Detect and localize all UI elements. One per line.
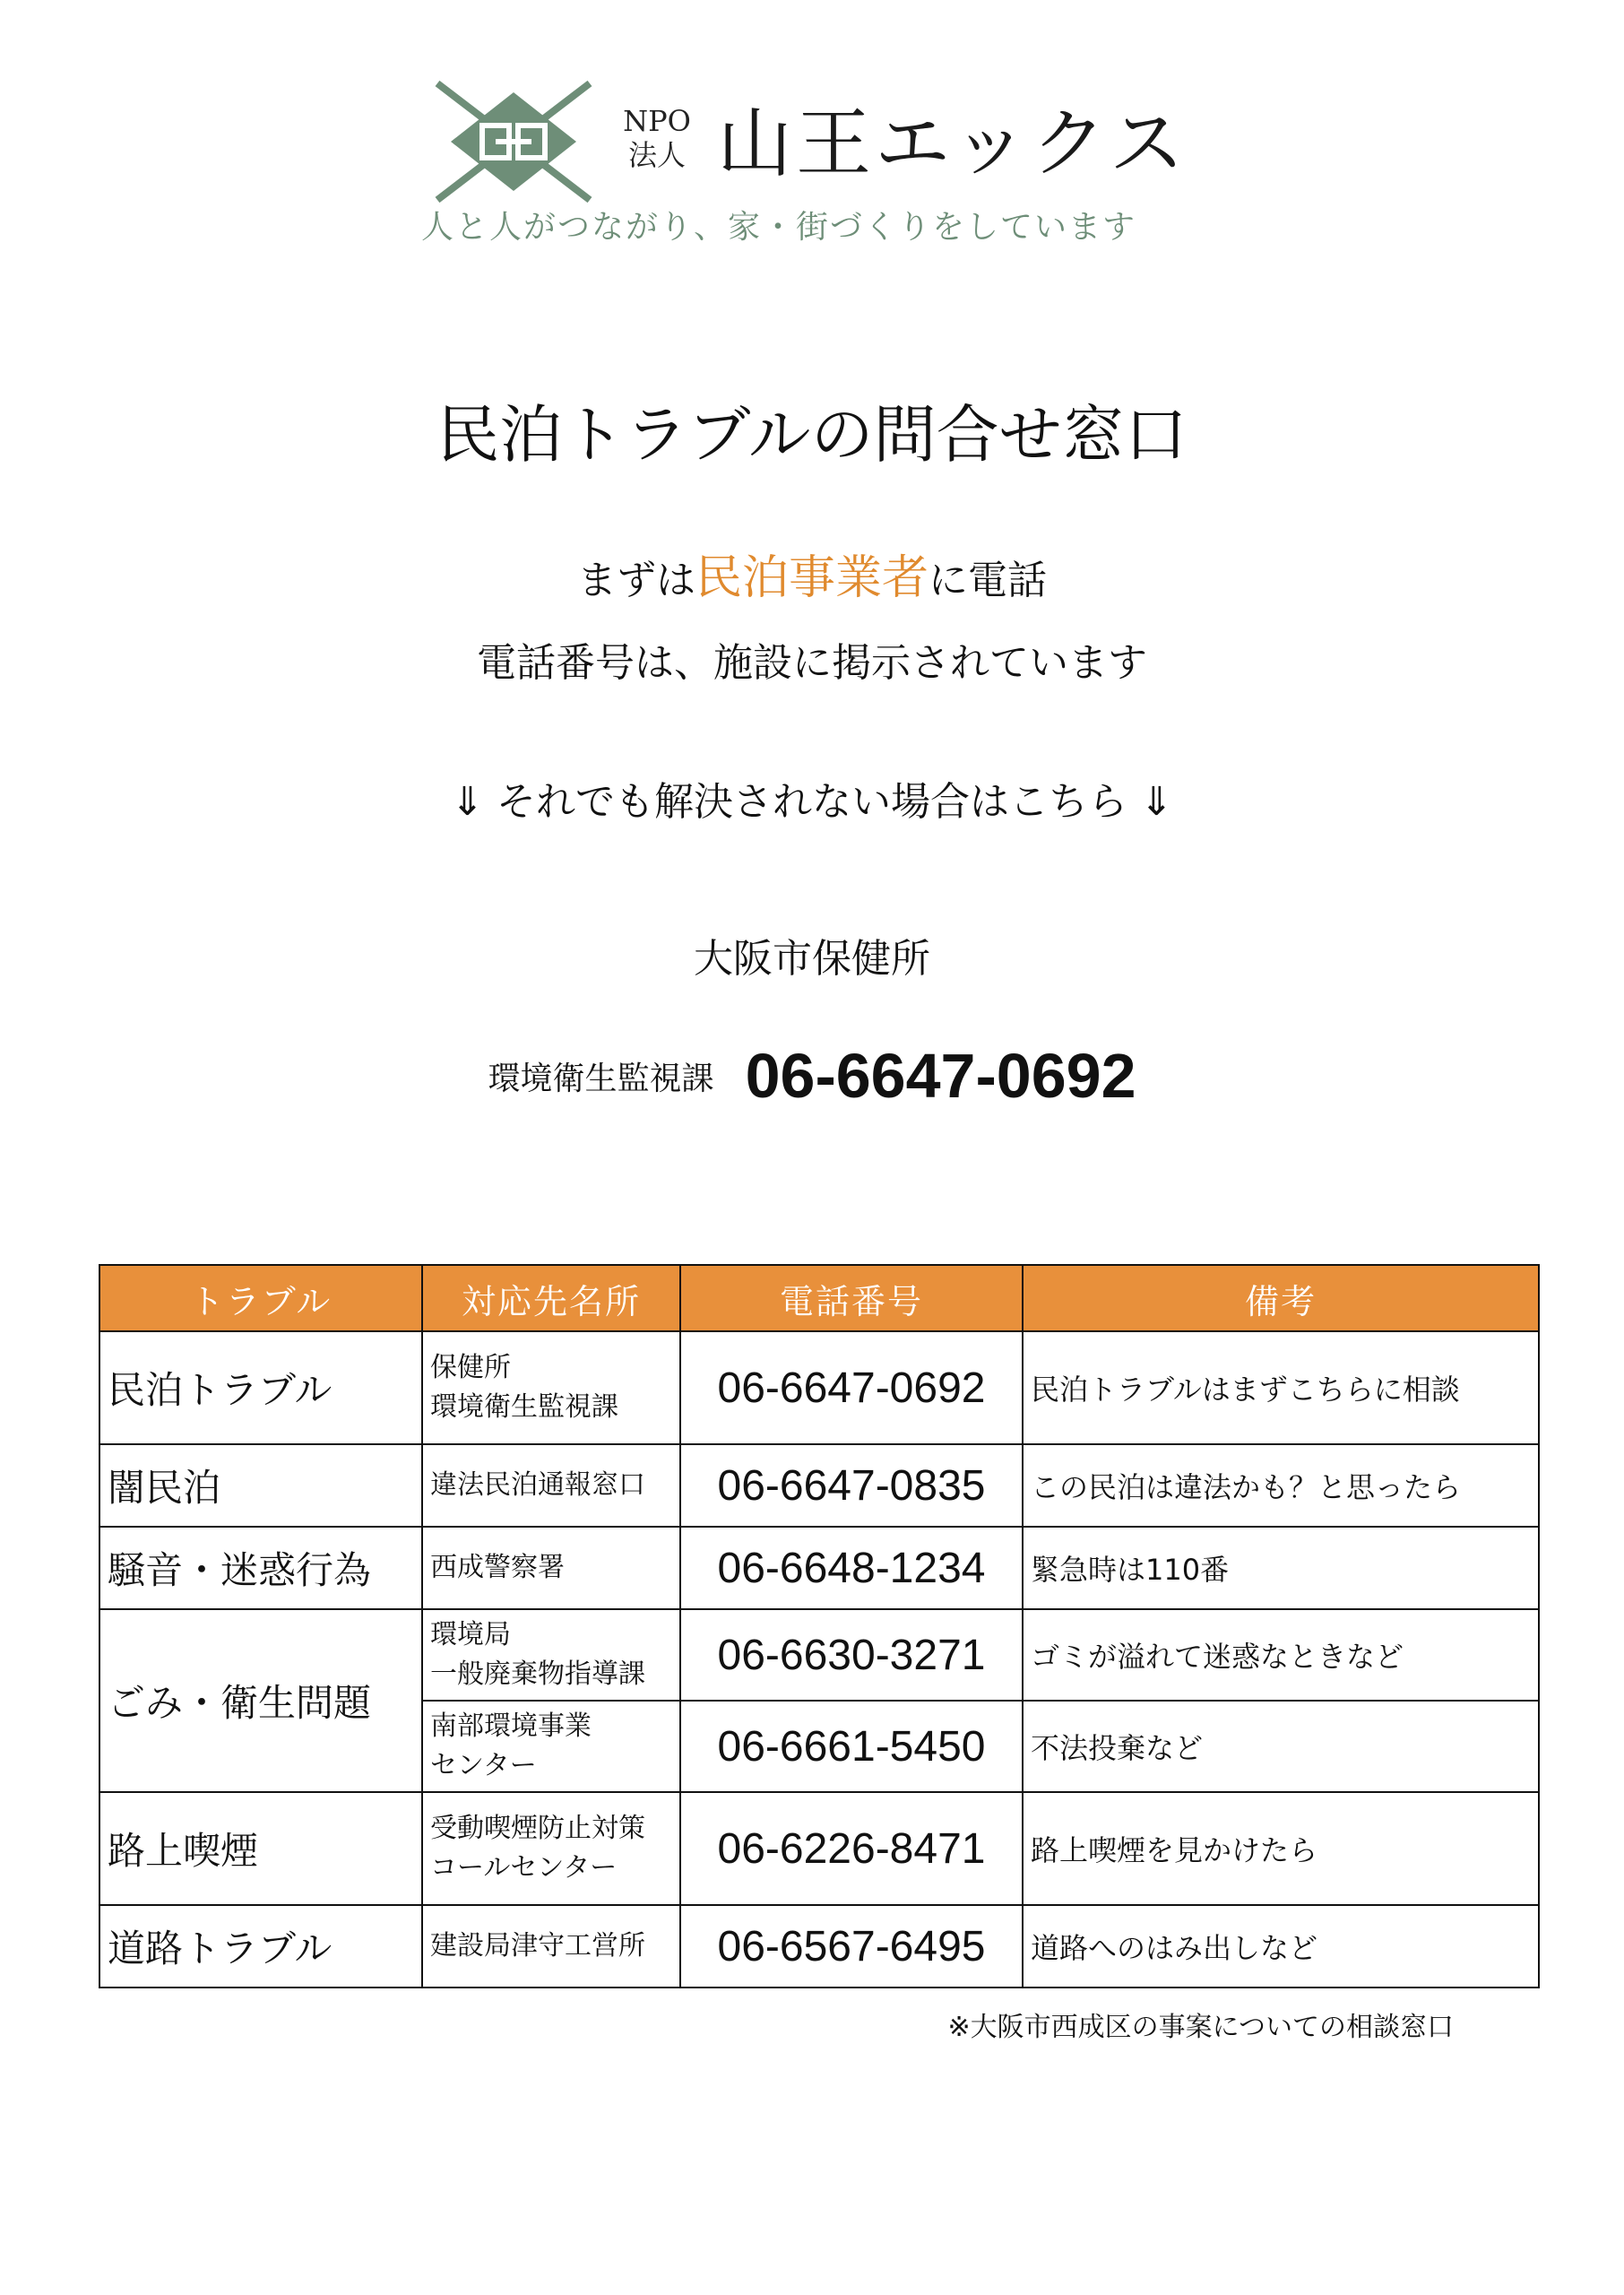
note-cell: 民泊トラブルはまずこちらに相談: [1023, 1331, 1539, 1444]
trouble-cell: 騒音・迷惑行為: [99, 1527, 422, 1609]
note-cell: 路上喫煙を見かけたら: [1023, 1792, 1539, 1905]
primary-phone: 06-6647-0692: [745, 1041, 1136, 1111]
sanno-x-logo-icon: [428, 79, 599, 204]
org-line: 南部環境事業: [430, 1710, 592, 1742]
org-line: コールセンター: [430, 1852, 618, 1884]
org-line: 環境局: [430, 1619, 511, 1650]
note-cell: 緊急時は110番: [1023, 1527, 1539, 1609]
trouble-cell: 道路トラブル: [99, 1905, 422, 1988]
phone-cell: 06-6226-8471: [680, 1792, 1023, 1905]
header-trouble: トラブル: [99, 1265, 422, 1331]
header-note: 備考: [1023, 1265, 1539, 1331]
org-cell: 建設局津守工営所: [422, 1905, 680, 1988]
trouble-cell: 民泊トラブル: [99, 1331, 422, 1444]
trouble-cell: 闇民泊: [99, 1444, 422, 1527]
note-cell: 道路へのはみ出しなど: [1023, 1905, 1539, 1988]
note-cell: ゴミが溢れて迷惑なときなど: [1023, 1609, 1539, 1701]
org-cell: 違法民泊通報窓口: [422, 1444, 680, 1527]
intro-line-2: 電話番号は、施設に掲示されています: [477, 640, 1147, 686]
org-line: 一般廃棄物指導課: [430, 1658, 645, 1690]
phone-cell: 06-6647-0692: [680, 1331, 1023, 1444]
org-line: 環境衛生監視課: [430, 1391, 618, 1423]
org-name: 山王エックス: [717, 100, 1188, 187]
table-row: [99, 1331, 1539, 1444]
trouble-cell: ごみ・衛生問題: [99, 1609, 422, 1792]
table-row: [99, 1609, 1539, 1701]
org-line: 保健所: [430, 1352, 511, 1383]
org-tagline: 人と人がつながり、家・街づくりをしています: [421, 209, 1137, 246]
header-org: 対応先名所: [422, 1265, 680, 1331]
primary-phone-row: [0, 1040, 1624, 1112]
page-title: 民泊トラブルの問合せ窓口: [436, 398, 1188, 472]
phone-cell: 06-6630-3271: [680, 1609, 1023, 1701]
phone-cell: 06-6661-5450: [680, 1701, 1023, 1792]
intro-line-1: [0, 551, 1624, 608]
org-cell: [422, 1701, 680, 1792]
primary-dept: 環境衛生監視課: [488, 1060, 714, 1097]
npo-label: [617, 104, 697, 172]
org-cell: 西成警察署: [422, 1527, 680, 1609]
org-cell: [422, 1331, 680, 1444]
phone-cell: 06-6567-6495: [680, 1905, 1023, 1988]
table-row: [99, 1527, 1539, 1609]
note-cell: 不法投棄など: [1023, 1701, 1539, 1792]
intro-line-3: ⇓ それでも解決されない場合はこちら ⇓: [451, 779, 1173, 825]
trouble-cell: 路上喫煙: [99, 1792, 422, 1905]
footnote: ※大阪市西成区の事案についての相談窓口: [947, 2012, 1454, 2043]
phone-cell: 06-6647-0835: [680, 1444, 1023, 1527]
org-line: センター: [430, 1750, 537, 1781]
intro-highlight: 民泊事業者: [695, 551, 929, 605]
org-cell: [422, 1609, 680, 1701]
header-phone: 電話番号: [680, 1265, 1023, 1331]
org-line: 受動喫煙防止対策: [430, 1813, 645, 1844]
table-row: [99, 1444, 1539, 1527]
phone-cell: 06-6648-1234: [680, 1527, 1023, 1609]
org-cell: [422, 1792, 680, 1905]
intro-post: に電話: [929, 558, 1047, 603]
note-cell: この民泊は違法かも？と思ったら: [1023, 1444, 1539, 1527]
logo: [421, 72, 1210, 260]
table-row: [99, 1905, 1539, 1988]
intro-pre: まずは: [576, 558, 695, 603]
contacts-table: [99, 1264, 1540, 1988]
primary-org: 大阪市保健所: [694, 936, 930, 982]
table-row: [99, 1792, 1539, 1905]
npo-text: NPO: [623, 104, 691, 138]
table-header-row: [99, 1265, 1539, 1331]
hojin-text: 法人: [627, 138, 686, 172]
